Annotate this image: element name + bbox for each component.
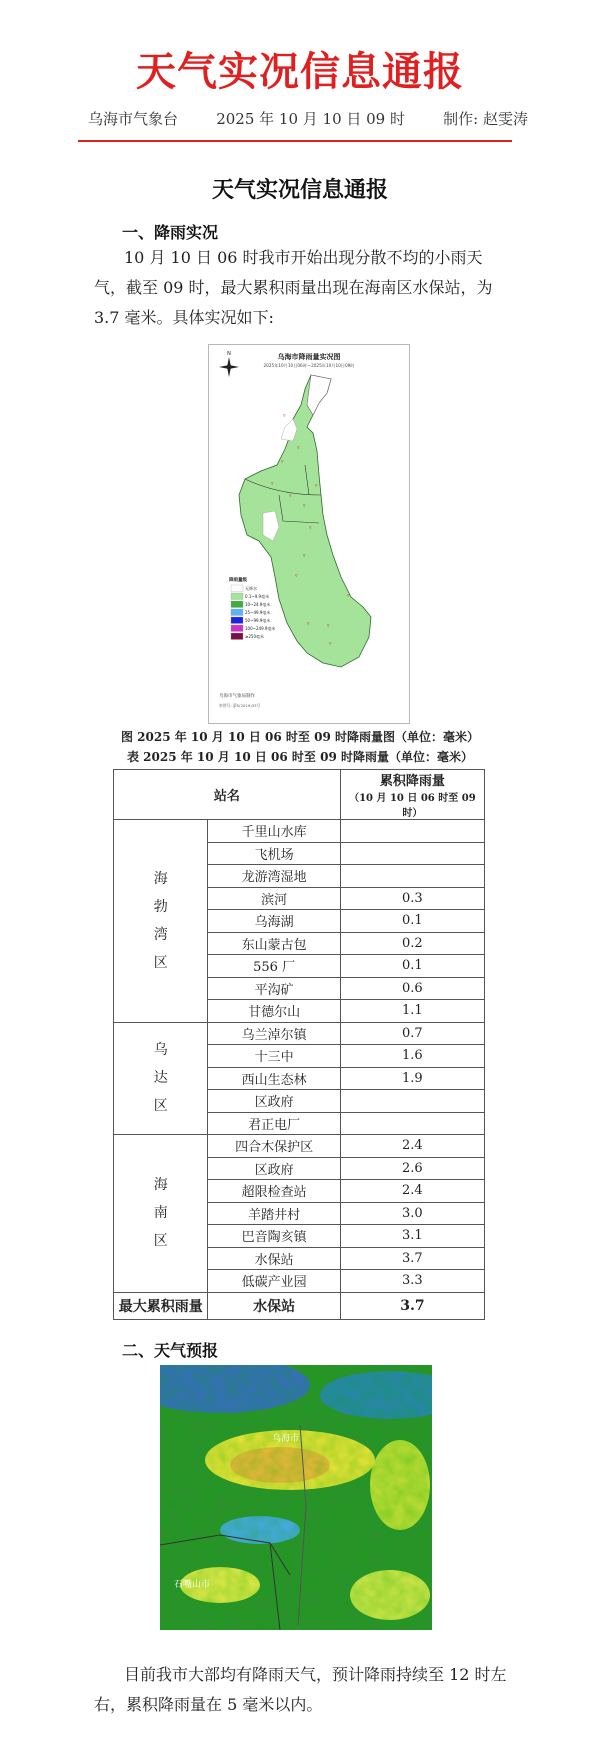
legend-swatch <box>231 593 243 600</box>
value-cell: 0.1 <box>340 955 484 978</box>
svg-text:▿: ▿ <box>303 553 306 559</box>
radar-image <box>160 1365 432 1630</box>
svg-text:▿: ▿ <box>295 573 298 579</box>
max-row-station: 水保站 <box>208 1292 340 1319</box>
svg-text:▿: ▿ <box>297 445 300 451</box>
rainfall-table <box>113 769 485 1320</box>
table-caption: 表 2025 年 10 月 10 日 06 时至 09 时降雨量（单位：毫米） <box>127 750 473 764</box>
compass-icon <box>219 351 239 377</box>
station-cell: 平沟矿 <box>208 977 340 1000</box>
svg-text:▿: ▿ <box>283 413 286 419</box>
value-cell: 2.6 <box>340 1157 484 1180</box>
section-heading-forecast: 二、天气预报 <box>122 1341 219 1360</box>
issuing-agency: 乌海市气象台 <box>88 110 179 128</box>
legend-title: 降雨量级 <box>229 578 247 583</box>
station-cell: 低碳产业园 <box>208 1270 340 1293</box>
forecast-paragraph: 目前我市大部均有降雨天气，预计降雨持续至 12 时左右，累积降雨量在 5 毫米以内。 <box>94 1665 507 1714</box>
station-cell: 乌海湖 <box>208 910 340 933</box>
header-divider <box>78 140 512 142</box>
svg-text:N: N <box>227 351 231 357</box>
table-row <box>114 1022 485 1045</box>
legend-swatch <box>231 601 243 608</box>
svg-text:▿: ▿ <box>347 593 350 599</box>
value-cell <box>340 1090 484 1113</box>
table-row <box>114 1135 485 1158</box>
value-cell: 2.4 <box>340 1135 484 1158</box>
issue-datetime: 2025 年 10 月 10 日 09 时 <box>216 110 405 128</box>
region-cell: 海 勃 湾 区 <box>114 820 208 1023</box>
value-cell: 3.0 <box>340 1202 484 1225</box>
value-cell <box>340 820 484 843</box>
station-cell: 滨河 <box>208 887 340 910</box>
legend-label: ≥250毫米 <box>245 634 264 639</box>
map-review-no: 审图号: 蒙S(2019)33号 <box>219 703 261 708</box>
station-cell: 西山生态林 <box>208 1067 340 1090</box>
section-heading-rain: 一、降雨实况 <box>122 223 219 242</box>
value-cell <box>340 1112 484 1135</box>
value-cell: 1.6 <box>340 1045 484 1068</box>
station-cell: 龙游湾湿地 <box>208 865 340 888</box>
legend-swatch <box>231 625 243 632</box>
max-rainfall-row <box>114 1292 485 1319</box>
station-cell: 东山蒙古包 <box>208 932 340 955</box>
legend-swatch <box>231 633 243 640</box>
legend-label: 25~49.9毫米 <box>245 610 271 615</box>
svg-text:▿: ▿ <box>303 503 306 509</box>
author: 制作: 赵雯涛 <box>443 110 528 128</box>
station-cell: 千里山水库 <box>208 820 340 843</box>
value-cell: 0.3 <box>340 887 484 910</box>
region-cell: 海 南 区 <box>114 1135 208 1293</box>
header-station: 站名 <box>114 770 341 820</box>
station-cell: 十三中 <box>208 1045 340 1068</box>
svg-text:▿: ▿ <box>281 459 284 465</box>
station-cell: 乌兰淖尔镇 <box>208 1022 340 1045</box>
legend-label: 10~24.9毫米 <box>245 602 271 607</box>
map-region-shape <box>239 375 371 667</box>
table-header-row <box>114 770 485 820</box>
value-cell: 0.1 <box>340 910 484 933</box>
radar-label-shizuishan: 石嘴山市 <box>174 1580 211 1590</box>
legend-swatch <box>231 609 243 616</box>
issue-info <box>88 108 528 129</box>
value-cell: 0.7 <box>340 1022 484 1045</box>
rainfall-map <box>208 344 410 724</box>
legend-swatch <box>231 617 243 624</box>
map-subtitle: 2025年10月10日06时—2025年10月10日09时 <box>263 363 355 368</box>
figure-caption: 图 2025 年 10 月 10 日 06 时至 09 时降雨量图（单位：毫米） <box>121 730 479 744</box>
svg-text:▿: ▿ <box>315 483 318 489</box>
svg-text:▿: ▿ <box>309 525 312 531</box>
legend-label: 50~99.9毫米 <box>245 618 271 623</box>
rain-summary-paragraph: 10 月 10 日 06 时我市开始出现分散不均的小雨天气，截至 09 时，最大累积雨量出现在海南区水保站，为 3.7 毫米。具体实况如下: <box>94 248 493 327</box>
radar-label-wuhai: 乌海市 <box>272 1434 300 1444</box>
document-title: 天气实况信息通报 <box>211 177 388 203</box>
table-row <box>114 820 485 843</box>
station-cell: 飞机场 <box>208 842 340 865</box>
header-value: 累积降雨量 （10 月 10 日 06 时至 09 时） <box>340 770 484 820</box>
value-cell <box>340 842 484 865</box>
station-cell: 水保站 <box>208 1247 340 1270</box>
svg-text:▿: ▿ <box>271 481 274 487</box>
svg-text:▿: ▿ <box>329 641 332 647</box>
max-row-label: 最大累积雨量 <box>114 1292 208 1319</box>
value-cell: 0.6 <box>340 977 484 1000</box>
value-cell: 1.9 <box>340 1067 484 1090</box>
value-cell: 2.4 <box>340 1180 484 1203</box>
banner-title: 天气实况信息通报 <box>136 48 464 95</box>
value-cell: 3.7 <box>340 1247 484 1270</box>
max-row-value: 3.7 <box>340 1292 484 1319</box>
station-cell: 四合木保护区 <box>208 1135 340 1158</box>
value-cell: 3.1 <box>340 1225 484 1248</box>
map-no-rain-area-3 <box>307 375 331 415</box>
station-cell: 556 厂 <box>208 955 340 978</box>
svg-text:▿: ▿ <box>289 493 292 499</box>
station-cell: 甘德尔山 <box>208 1000 340 1023</box>
value-cell: 0.2 <box>340 932 484 955</box>
station-cell: 羊踏井村 <box>208 1202 340 1225</box>
station-cell: 巴音陶亥镇 <box>208 1225 340 1248</box>
region-cell: 乌 达 区 <box>114 1022 208 1135</box>
value-cell <box>340 865 484 888</box>
station-cell: 君正电厂 <box>208 1112 340 1135</box>
map-maker: 乌海市气象局制作 <box>219 694 255 699</box>
value-cell: 1.1 <box>340 1000 484 1023</box>
legend-label: 无降水 <box>245 586 257 591</box>
station-cell: 超限检查站 <box>208 1180 340 1203</box>
svg-text:▿: ▿ <box>327 623 330 629</box>
legend-swatch <box>231 585 243 592</box>
station-cell: 区政府 <box>208 1157 340 1180</box>
map-legend <box>231 585 275 640</box>
value-cell: 3.3 <box>340 1270 484 1293</box>
legend-label: 100~249.9毫米 <box>245 626 276 631</box>
svg-text:▿: ▿ <box>307 621 310 627</box>
map-title: 乌海市降雨量实况图 <box>277 353 341 361</box>
station-cell: 区政府 <box>208 1090 340 1113</box>
legend-label: 0.1~9.9毫米 <box>245 594 270 599</box>
